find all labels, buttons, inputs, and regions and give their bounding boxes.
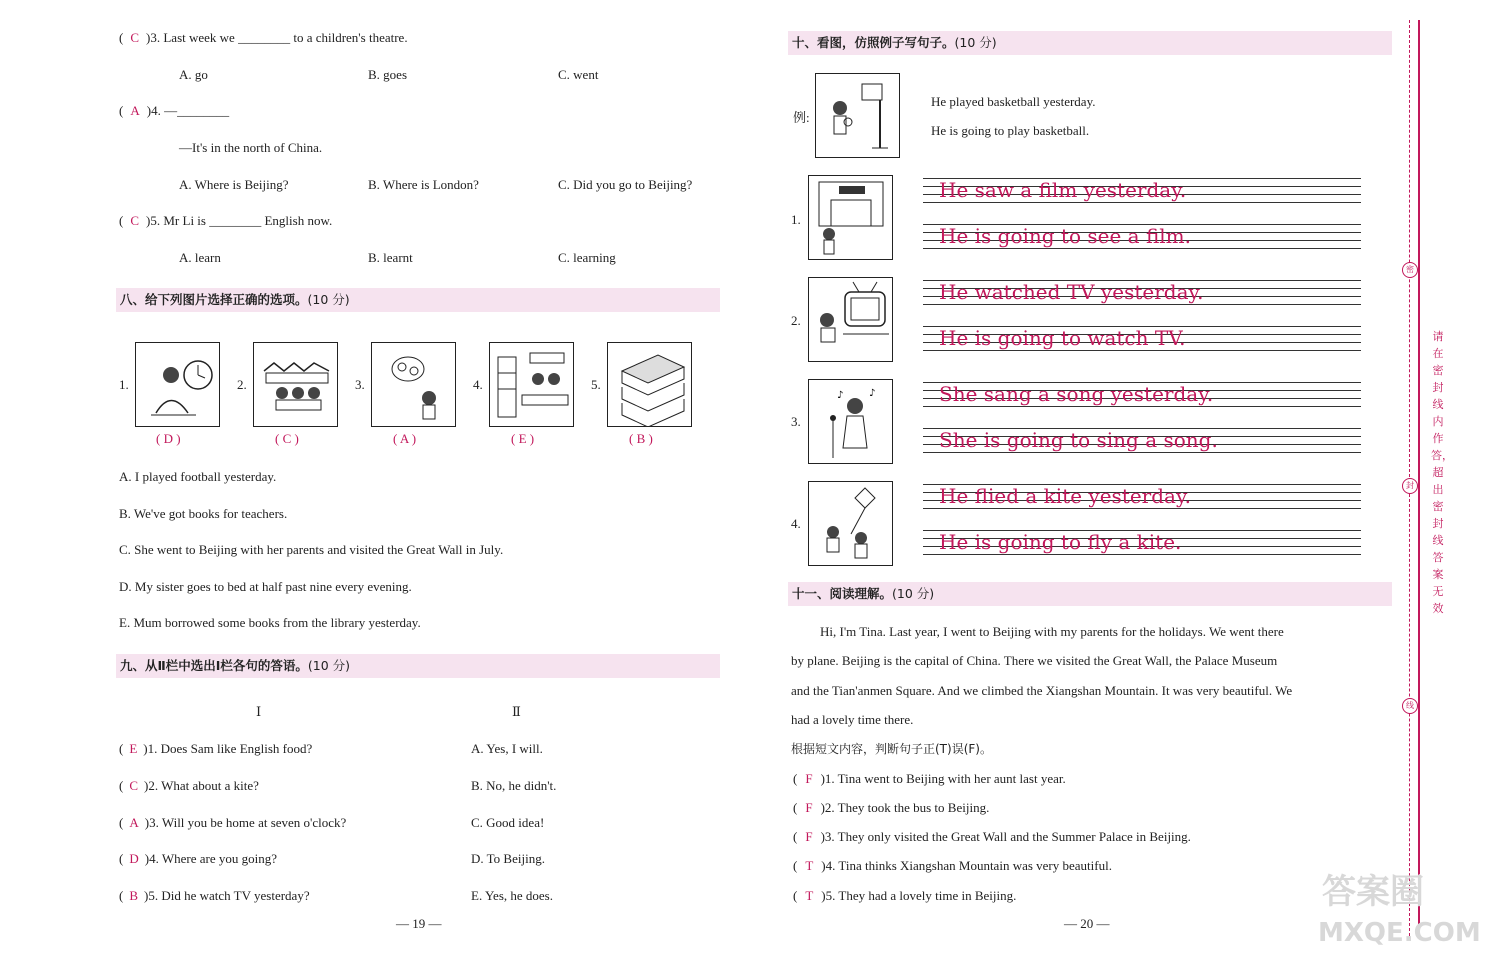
seal-mark: 封 (1402, 478, 1418, 494)
picture-great-wall (253, 342, 338, 427)
writing-lines (923, 382, 1361, 424)
match-answer-option: B. No, he didn't. (471, 778, 557, 793)
option-a: A. learn (179, 250, 221, 265)
page-number: — 19 — (396, 916, 442, 931)
writing-lines (923, 484, 1361, 526)
match-answer-option: D. To Beijing. (471, 851, 545, 866)
answer-q5: C (130, 213, 140, 228)
writing-number: 1. (791, 212, 801, 227)
tf-row: ( F )2. They took the bus to Beijing. (793, 800, 990, 815)
option-c: C. went (558, 67, 599, 82)
match-option: D. My sister goes to bed at half past nine every evening. (119, 579, 412, 594)
passage-line: Hi, I'm Tina. Last year, I went to Beijing with my parents for the holidays. We went there (820, 624, 1284, 639)
svg-text:♪: ♪ (837, 390, 844, 401)
watermark-site: MXQE.COM (1318, 918, 1481, 948)
seal-notice: 请在密封线内作答，超出密封线答案无效 (1431, 330, 1453, 615)
page-number: — 20 — (1064, 916, 1110, 931)
writing-number: 4. (791, 516, 801, 531)
match-option: B. We've got books for teachers. (119, 506, 288, 521)
option-a: A. Where is Beijing? (179, 177, 289, 192)
section-8-header: 八、给下列图片选择正确的选项。(10 分) (116, 288, 720, 312)
answer-sentence: He is going to watch TV. (939, 326, 1186, 350)
svg-text:♪: ♪ (869, 388, 876, 399)
picture-answer: ( D ) (156, 431, 181, 446)
column-1-header: Ⅰ (256, 704, 262, 719)
seal-border (1418, 20, 1420, 936)
match-answer-option: C. Good idea! (471, 815, 545, 830)
writing-number: 2. (791, 313, 801, 328)
example-sentence: He played basketball yesterday. (931, 94, 1096, 109)
option-c: C. Did you go to Beijing? (558, 177, 693, 192)
instruction-text: 根据短文内容，判断句子正(T)误(F)。 (791, 742, 992, 756)
picture-books (607, 342, 692, 427)
tf-row: ( T )4. Tina thinks Xiangshan Mountain was very beautiful. (793, 858, 1112, 873)
match-row: ( A )3. Will you be home at seven o'clock? (119, 815, 347, 830)
writing-lines (923, 224, 1361, 266)
picture-number: 4. (473, 377, 483, 392)
question-3: ( C )3. Last week we ________ to a children's theatre. (119, 30, 408, 45)
picture-answer: ( B ) (629, 431, 653, 446)
section-9-header: 九、从Ⅱ栏中选出Ⅰ栏各句的答语。(10 分) (116, 654, 720, 678)
answer-sentence: He is going to fly a kite. (939, 530, 1182, 554)
tf-row: ( T )5. They had a lovely time in Beijing. (793, 888, 1017, 903)
picture-number: 2. (237, 377, 247, 392)
picture-football (371, 342, 456, 427)
answer-sentence: He saw a film yesterday. (939, 178, 1187, 202)
picture-basketball (815, 73, 900, 158)
writing-number: 3. (791, 414, 801, 429)
match-row: ( C )2. What about a kite? (119, 778, 259, 793)
passage-line: had a lovely time there. (791, 712, 914, 727)
answer-q3: C (130, 30, 140, 45)
writing-lines (923, 280, 1361, 322)
picture-answer: ( E ) (511, 431, 535, 446)
picture-kite (808, 481, 893, 566)
passage-line: by plane. Beijing is the capital of China. There we visited the Great Wall, the Palace Museum (791, 653, 1278, 668)
match-option: C. She went to Beijing with her parents and visited the Great Wall in July. (119, 542, 504, 557)
answer-sentence: She sang a song yesterday. (939, 382, 1214, 406)
section-11-header: 十一、阅读理解。(10 分) (788, 582, 1392, 606)
match-row: ( D )4. Where are you going? (119, 851, 277, 866)
answer-sentence: She is going to sing a song. (939, 428, 1218, 452)
picture-tv (808, 277, 893, 362)
tf-row: ( F )3. They only visited the Great Wall and the Summer Palace in Beijing. (793, 829, 1191, 844)
seal-mark: 密 (1402, 262, 1418, 278)
option-a: A. go (179, 67, 208, 82)
writing-lines (923, 530, 1361, 572)
match-option: A. I played football yesterday. (119, 469, 277, 484)
section-10-header: 十、看图，仿照例子写句子。(10 分) (788, 31, 1392, 55)
match-row: ( E )1. Does Sam like English food? (119, 741, 313, 756)
writing-lines (923, 178, 1361, 220)
writing-lines (923, 326, 1361, 368)
option-b: B. Where is London? (368, 177, 479, 192)
picture-singing (808, 379, 893, 464)
picture-bedtime-clock (135, 342, 220, 427)
example-sentence: He is going to play basketball. (931, 123, 1090, 138)
match-answer-option: A. Yes, I will. (471, 741, 543, 756)
answer-sentence: He is going to see a film. (939, 224, 1192, 248)
answer-sentence: He watched TV yesterday. (939, 280, 1204, 304)
tf-row: ( F )1. Tina went to Beijing with her aunt last year. (793, 771, 1066, 786)
picture-number: 3. (355, 377, 365, 392)
picture-number: 5. (591, 377, 601, 392)
column-2-header: Ⅱ (512, 704, 521, 719)
match-row: ( B )5. Did he watch TV yesterday? (119, 888, 310, 903)
option-c: C. learning (558, 250, 616, 265)
match-answer-option: E. Yes, he does. (471, 888, 553, 903)
answer-sentence: He flied a kite yesterday. (939, 484, 1191, 508)
passage-line: and the Tian'anmen Square. And we climbed the Xiangshan Mountain. It was very beautiful. We (791, 683, 1293, 698)
match-option: E. Mum borrowed some books from the library yesterday. (119, 615, 421, 630)
seal-mark: 线 (1402, 698, 1418, 714)
picture-number: 1. (119, 377, 129, 392)
answer-q4: A (130, 103, 140, 118)
watermark-logo: 答案圈 (1322, 872, 1424, 912)
example-label: 例: (793, 110, 810, 125)
question-5: ( C )5. Mr Li is ________ English now. (119, 213, 333, 228)
picture-cinema (808, 175, 893, 260)
question-4: ( A )4. —________ (119, 103, 230, 118)
option-b: B. goes (368, 67, 407, 82)
picture-answer: ( A ) (393, 431, 417, 446)
writing-lines (923, 428, 1361, 470)
option-b: B. learnt (368, 250, 413, 265)
picture-library (489, 342, 574, 427)
picture-answer: ( C ) (275, 431, 299, 446)
reply-text: —It's in the north of China. (179, 140, 323, 155)
